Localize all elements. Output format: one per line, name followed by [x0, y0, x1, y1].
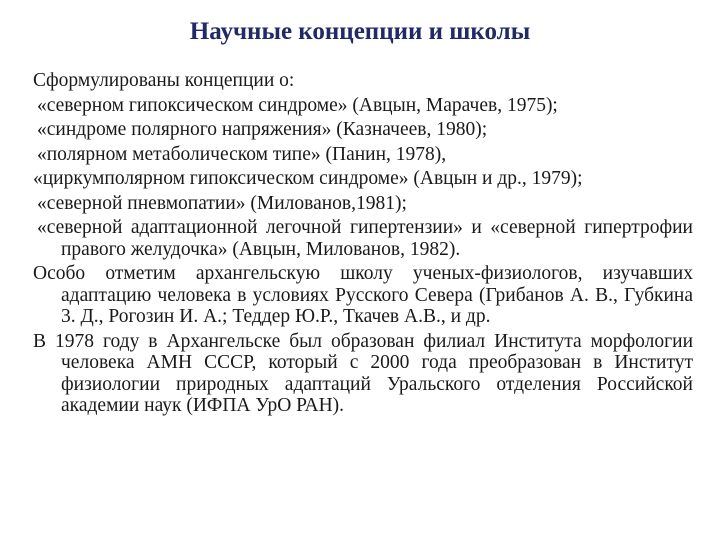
- concepts-intro: Сформулированы концепции о:: [33, 70, 295, 91]
- institute-history-paragraph: В 1978 году в Архангельске был образован филиал Института морфологии человека АМН СССР, который с 2000 года преобразован в Институт физиологии природных адаптаций Уральского отделения Российской академии наук (ИФПА УрО РАН).: [33, 330, 693, 416]
- arkhangelsk-school-paragraph: Особо отметим архангельскую школу ученых-физиологов, изучавших адаптацию человека в условиях Русского Севера (Грибанов А. В., Губкина 3. Д., Рогозин И. А.; Теддер Ю.Р., Ткачев А.В., и др.: [33, 263, 693, 327]
- slide-title: Научные концепции и школы: [189, 18, 531, 45]
- concept-pulmonary-hypertension: «северной адаптационной легочной гипертензии» и «северной гипертрофии правого желудочка» (Авцын, Милованов, 1982).: [37, 217, 693, 260]
- slide-body: [33, 70, 693, 420]
- concept-polar-metabolic-type: «полярном метаболическом типе» (Панин, 1978),: [37, 143, 447, 165]
- concept-polar-stress-syndrome: «синдроме полярного напряжения» (Казначеев, 1980);: [37, 119, 488, 140]
- concept-northern-pneumopathy: «северной пневмопатии» (Милованов,1981);: [37, 192, 407, 214]
- concept-circumpolar-hypoxic-syndrome: «циркумполярном гипоксическом синдроме» (Авцын и др., 1979);: [33, 168, 583, 189]
- concept-northern-hypoxic-syndrome: «северном гипоксическом синдроме» (Авцын, Марачев, 1975);: [37, 94, 558, 116]
